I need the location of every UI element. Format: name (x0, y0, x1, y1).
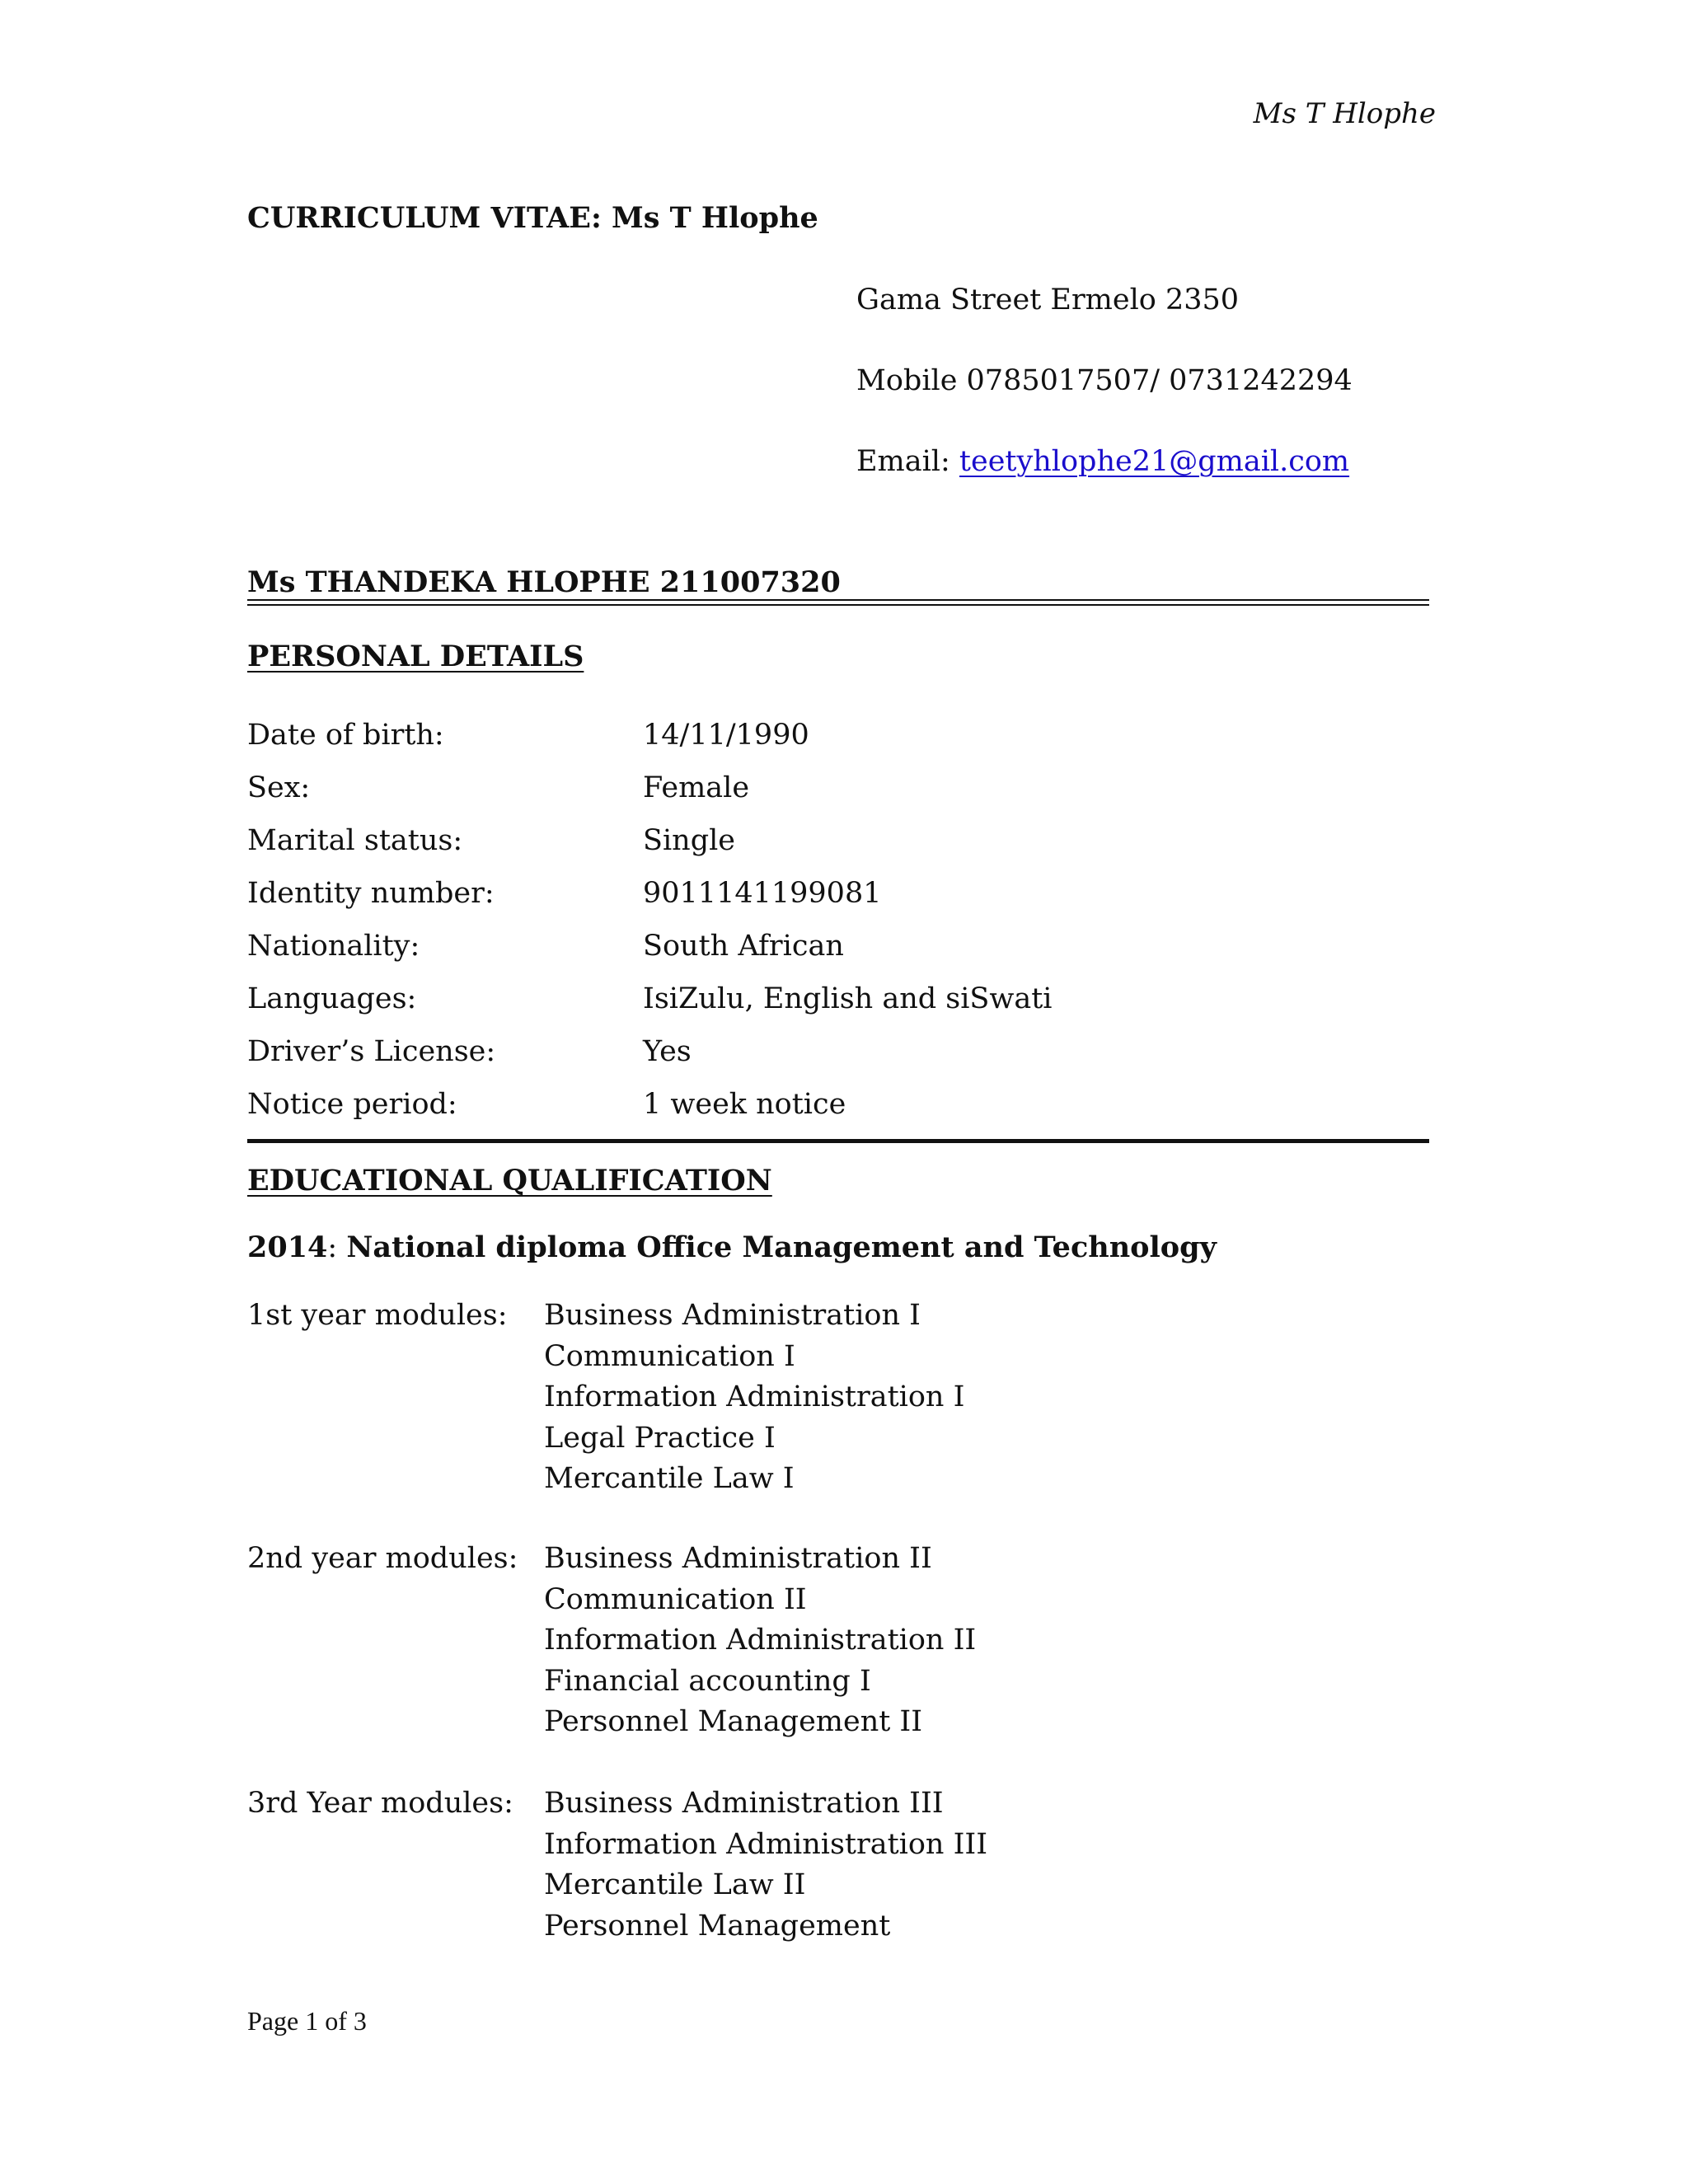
detail-value: South African (643, 930, 844, 963)
module-item: Legal Practice I (544, 1421, 776, 1455)
detail-value: Female (643, 771, 750, 804)
module-item: Mercantile Law I (544, 1462, 795, 1495)
diploma-name: National diploma Office Management and Technology (346, 1230, 1217, 1264)
module-list (544, 1539, 976, 1743)
detail-row (247, 1035, 1429, 1085)
name-heading: Ms THANDEKA HLOPHE 211007320 (247, 565, 841, 599)
module-group-label: 3rd Year modules: (247, 1787, 513, 1820)
module-group-label: 1st year modules: (247, 1299, 508, 1332)
detail-label: Sex: (247, 771, 311, 804)
module-item: Business Administration III (544, 1787, 944, 1820)
module-item: Personnel Management II (544, 1705, 923, 1738)
module-item: Communication I (544, 1339, 795, 1373)
detail-row (247, 1088, 1429, 1137)
module-item: Mercantile Law II (544, 1868, 806, 1901)
running-header: Ms T Hlophe (1253, 97, 1436, 130)
contact-email (856, 445, 1349, 478)
detail-label: Identity number: (247, 877, 495, 910)
detail-label: Date of birth: (247, 719, 444, 752)
cv-title: CURRICULUM VITAE: Ms T Hlophe (247, 201, 818, 235)
detail-row (247, 877, 1429, 926)
module-item: Information Administration II (544, 1624, 977, 1657)
detail-value: Single (643, 824, 736, 857)
detail-label: Languages: (247, 982, 417, 1015)
detail-label: Notice period: (247, 1088, 457, 1121)
double-divider (247, 599, 1429, 606)
detail-value: Yes (643, 1035, 692, 1068)
module-item: Business Administration II (544, 1542, 932, 1575)
detail-value: 9011141199081 (643, 877, 882, 910)
module-item: Information Administration I (544, 1380, 965, 1413)
diploma-separator: : (327, 1231, 347, 1264)
diploma-year: 2014 (247, 1230, 328, 1264)
education-heading: EDUCATIONAL QUALIFICATION (247, 1164, 772, 1197)
page-number: Page 1 of 3 (247, 2006, 367, 2036)
detail-value: 14/11/1990 (643, 719, 809, 752)
diploma-line (247, 1230, 1217, 1264)
email-link[interactable]: teetyhlophe21@gmail.com (959, 445, 1350, 478)
detail-label: Marital status: (247, 824, 463, 857)
module-group-label: 2nd year modules: (247, 1542, 518, 1575)
contact-mobile: Mobile 0785017507/ 0731242294 (856, 364, 1353, 397)
module-item: Business Administration I (544, 1299, 921, 1332)
detail-value: 1 week notice (643, 1088, 846, 1121)
module-list (544, 1783, 987, 1947)
detail-row (247, 719, 1429, 768)
module-item: Financial accounting I (544, 1664, 871, 1698)
email-label: Email: (856, 445, 959, 478)
detail-value: IsiZulu, English and siSwati (643, 982, 1053, 1015)
detail-row (247, 982, 1429, 1032)
section-divider (247, 1139, 1429, 1143)
detail-row (247, 930, 1429, 979)
contact-address: Gama Street Ermelo 2350 (856, 284, 1240, 316)
detail-label: Nationality: (247, 930, 420, 963)
module-list (544, 1296, 964, 1500)
module-item: Communication II (544, 1582, 807, 1616)
module-item: Personnel Management (544, 1909, 891, 1943)
module-item: Information Administration III (544, 1827, 988, 1861)
detail-label: Driver’s License: (247, 1035, 496, 1068)
personal-details-heading: PERSONAL DETAILS (247, 640, 584, 673)
detail-row (247, 771, 1429, 821)
detail-row (247, 824, 1429, 874)
